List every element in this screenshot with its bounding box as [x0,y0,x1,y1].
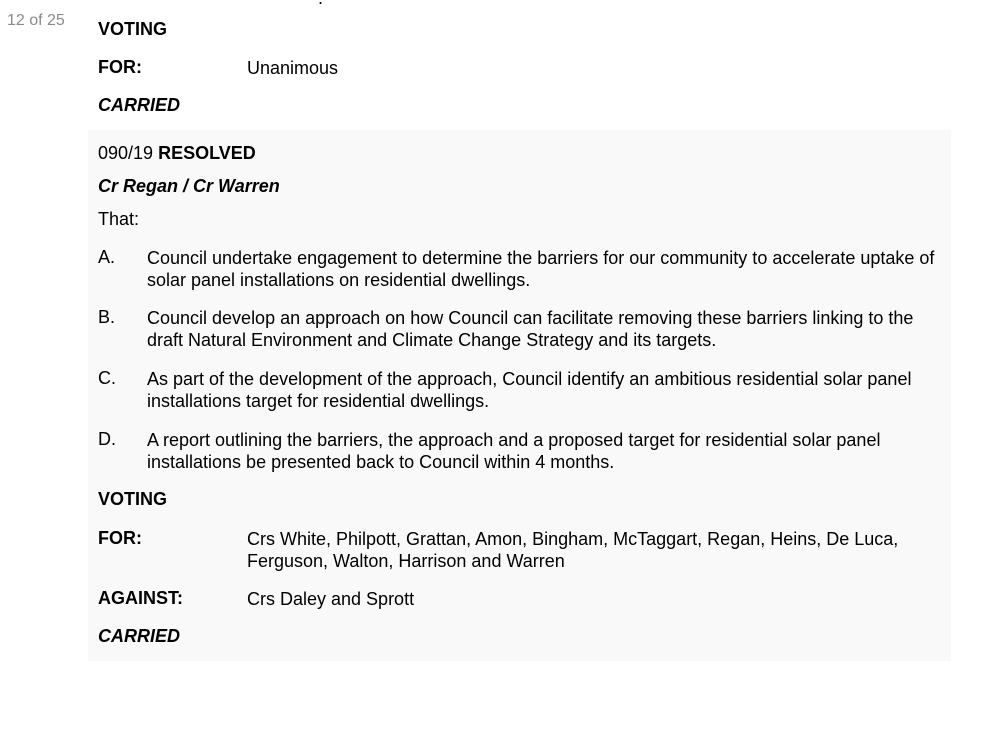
resolution-intro: That: [98,209,140,229]
against-label: AGAINST: [98,588,183,608]
carried-label: CARRIED [98,95,181,115]
item-letter: C. [98,368,116,388]
item-letter: B. [98,307,116,327]
item-text: A report outlining the barriers, the approach and a proposed target for residential solar panel installations be presented back to Council within 4 months. [147,430,881,472]
item-text: Council undertake engagement to determine the barriers for our community to accelerate uptake of solar panel installations on residential dwellings. [147,248,935,290]
resolution-movers: Cr Regan / Cr Warren [98,176,280,196]
page-counter: 12 of 25 [7,12,65,29]
for-value: Crs White, Philpott, Grattan, Amon, Bingham, McTaggart, Regan, Heins, De Luca, Ferguson, Walton, Harrison and Warren [247,529,899,571]
item-letter: A. [98,247,116,267]
item-text: As part of the development of the approach, Council identify an ambitious residential solar panel installations target for residential dwellings. [147,369,912,411]
against-value: Crs Daley and Sprott [247,589,415,609]
resolution-number: 090/19 [98,143,154,163]
voting-heading: VOTING [98,489,168,509]
cut-off-text-fragment [318,0,323,9]
for-value: Unanimous [247,58,339,78]
resolution-status: RESOLVED [158,143,256,163]
item-text: Council develop an approach on how Council can facilitate removing these barriers linking to the draft Natural Environment and Climate Change Strategy and its targets. [147,308,914,350]
for-label: FOR: [98,528,142,548]
voting-heading: VOTING [98,19,168,39]
resolution-title [98,143,256,164]
carried-label: CARRIED [98,626,181,646]
for-label: FOR: [98,57,142,77]
item-letter: D. [98,429,116,449]
